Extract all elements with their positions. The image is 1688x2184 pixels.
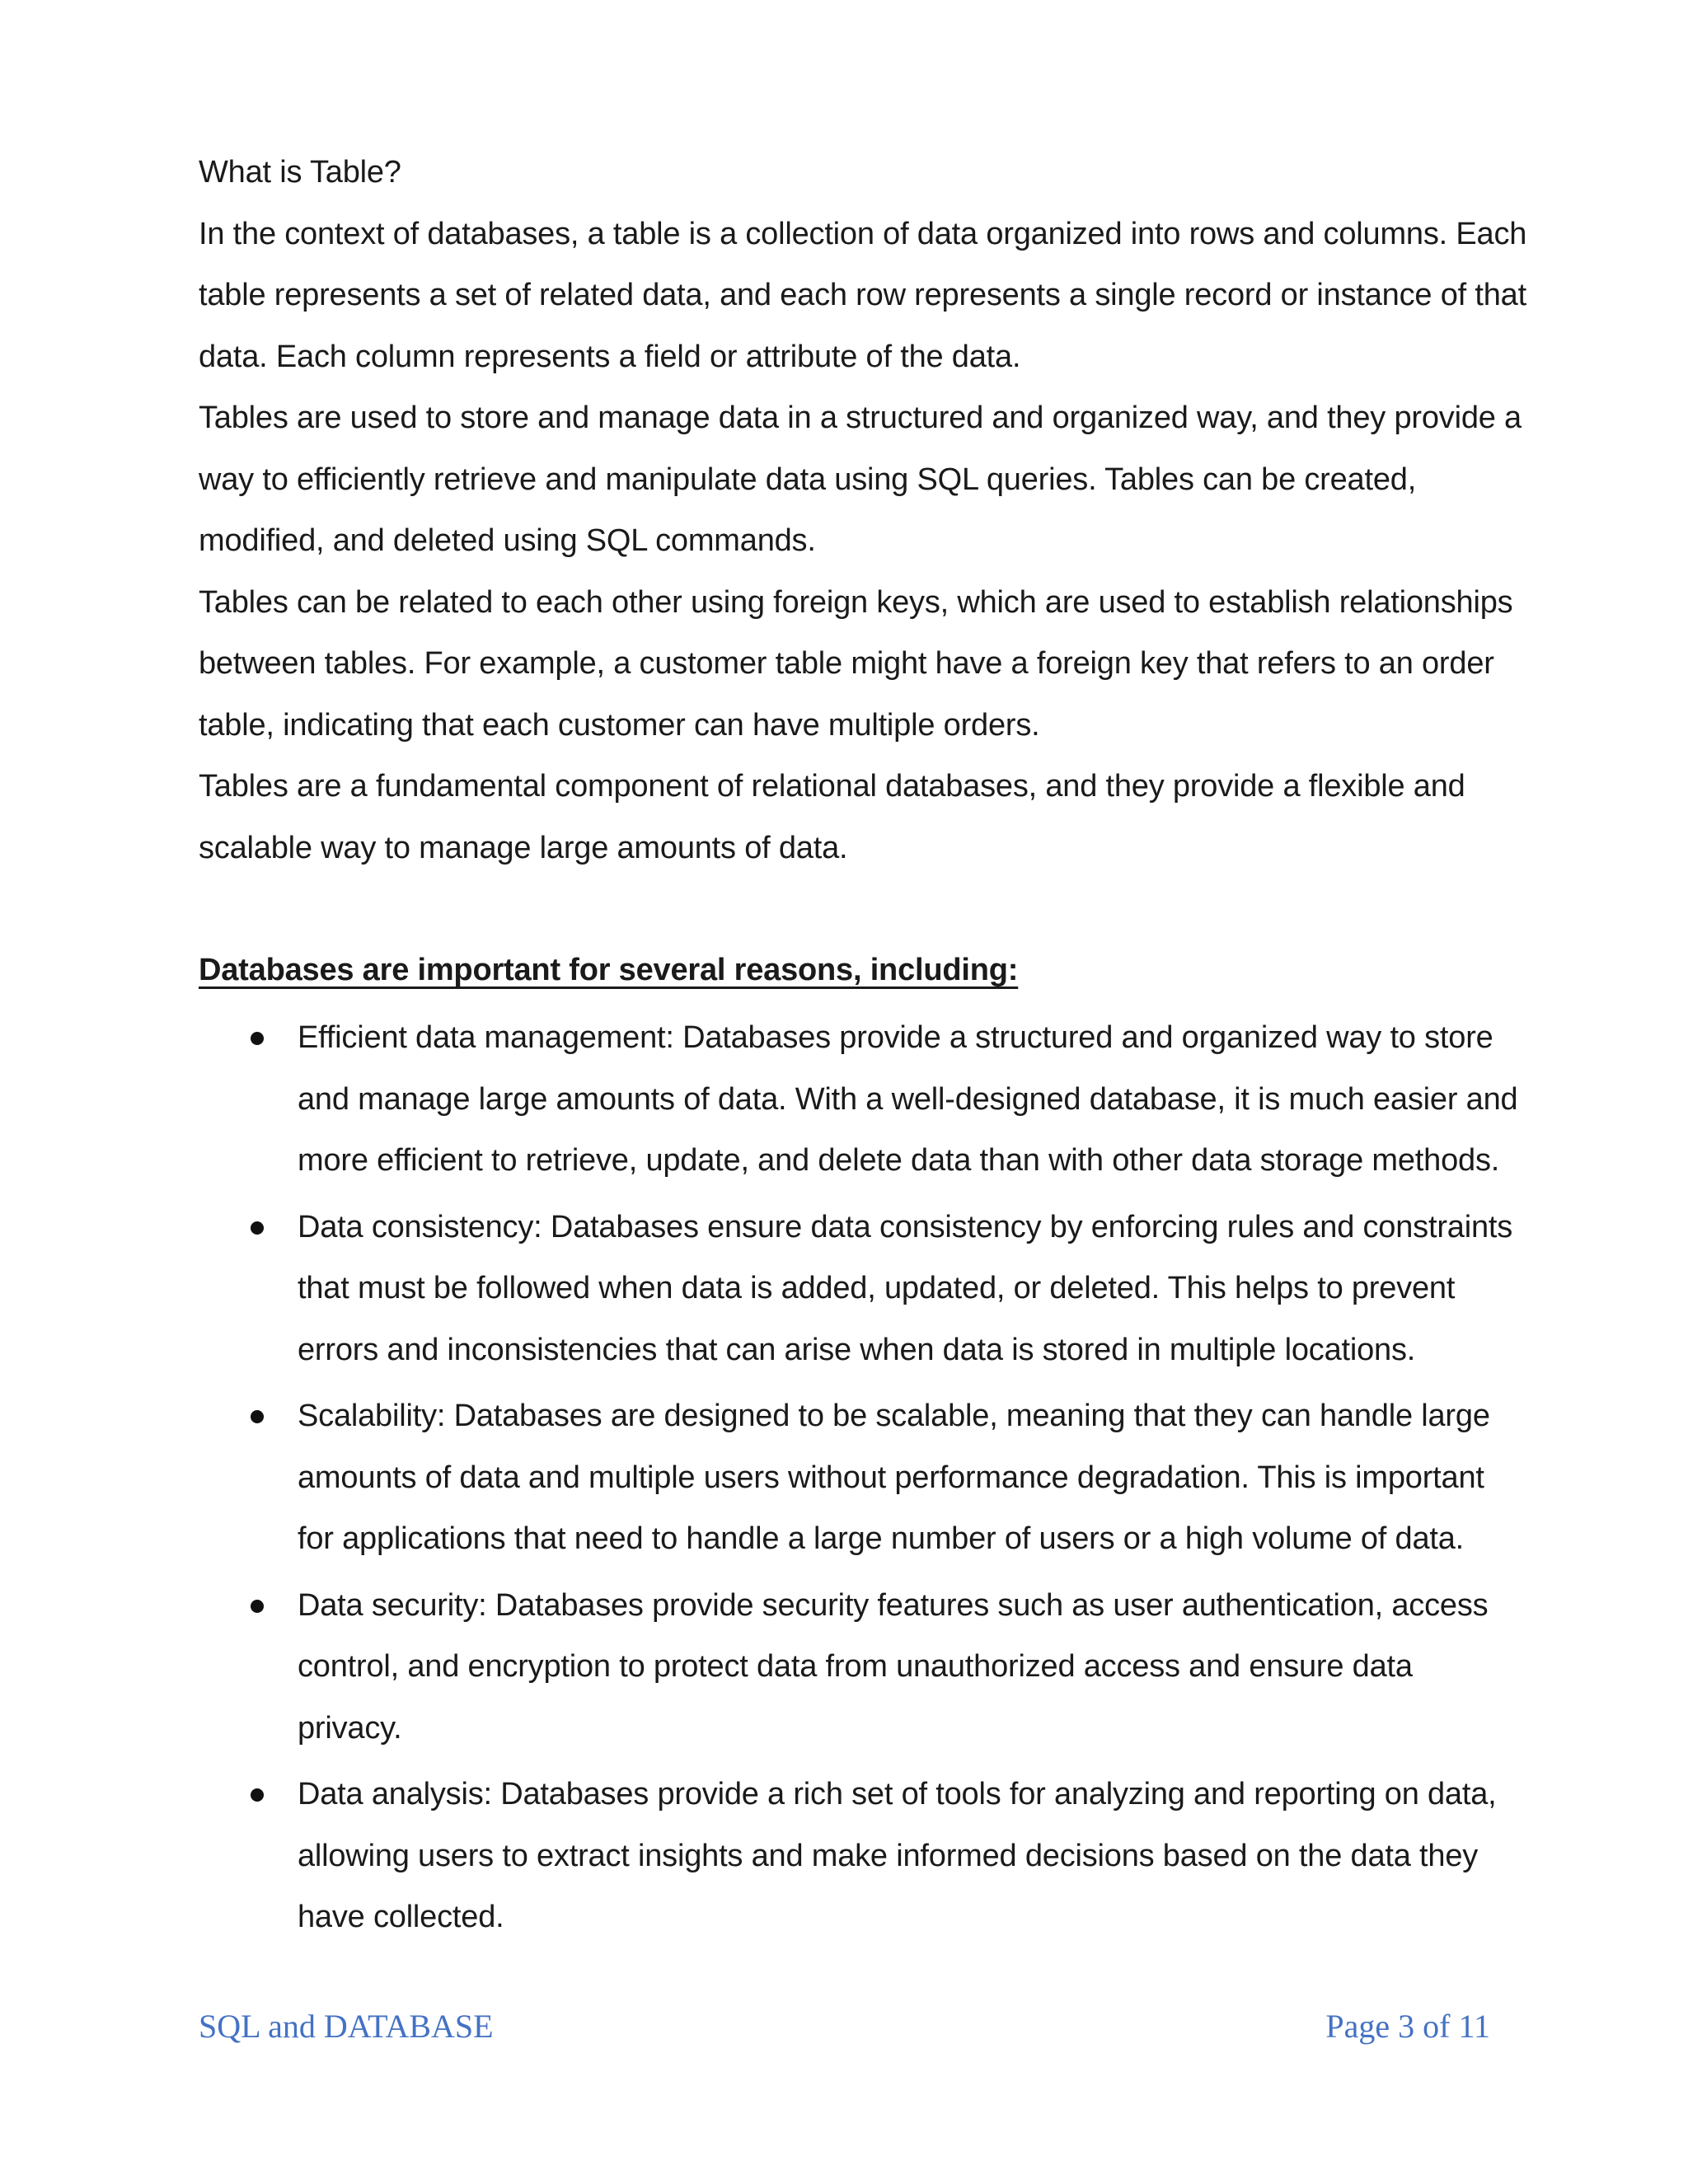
paragraph-gap xyxy=(199,879,1493,940)
bullet-icon xyxy=(251,1410,264,1423)
list-item-line: allowing users to extract insights and make informed decisions based on the data they xyxy=(298,1838,1479,1873)
bullet-icon xyxy=(251,1032,264,1045)
list-item-line: more efficient to retrieve, update, and delete data than with other data storage methods. xyxy=(298,1143,1500,1178)
list-item-line: have collected. xyxy=(298,1900,504,1934)
paragraph-line: In the context of databases, a table is a collection of data organized into rows and columns. Each xyxy=(199,216,1527,251)
list-item-line: amounts of data and multiple users without performance degradation. This is important xyxy=(298,1460,1484,1495)
paragraph-line: Tables are a fundamental component of relational databases, and they provide a flexible and xyxy=(199,769,1465,804)
section-title: What is Table? xyxy=(199,155,401,190)
paragraph-line: Tables can be related to each other using foreign keys, which are used to establish relationships xyxy=(199,584,1513,620)
paragraph-line: modified, and deleted using SQL commands. xyxy=(199,523,816,558)
bullet-icon xyxy=(251,1221,264,1235)
reasons-list xyxy=(199,1007,1518,1948)
list-item-line: that must be followed when data is added, updated, or deleted. This helps to prevent xyxy=(298,1271,1456,1305)
list-item-line: Data consistency: Databases ensure data consistency by enforcing rules and constraints xyxy=(298,1209,1513,1244)
paragraph-line: between tables. For example, a customer table might have a foreign key that refers to an order xyxy=(199,646,1494,681)
list-item-line: privacy. xyxy=(298,1710,402,1746)
list-item-line: for applications that need to handle a large number of users or a high volume of data. xyxy=(298,1521,1465,1556)
list-item-line: Efficient data management: Databases provide a structured and organized way to store xyxy=(298,1020,1493,1055)
list-item xyxy=(199,1197,1513,1381)
table-description xyxy=(199,204,1527,879)
section-heading: Databases are important for several reasons, including: xyxy=(199,953,1019,987)
footer-page-number: Page 3 of 11 xyxy=(1325,2008,1490,2045)
list-item-line: Scalability: Databases are designed to be scalable, meaning that they can handle large xyxy=(298,1399,1490,1433)
footer-document-title: SQL and DATABASE xyxy=(199,2008,494,2045)
paragraph-line: scalable way to manage large amounts of data. xyxy=(199,830,848,865)
list-item-line: Data security: Databases provide security features such as user authentication, access xyxy=(298,1587,1489,1623)
paragraph-line: data. Each column represents a field or attribute of the data. xyxy=(199,339,1021,374)
list-item xyxy=(199,1385,1493,1570)
paragraph-line: table represents a set of related data, and each row represents a single record or instance of that xyxy=(199,278,1526,312)
list-item xyxy=(199,1575,1493,1760)
list-item xyxy=(199,1764,1497,1948)
bullet-icon xyxy=(251,1788,264,1802)
paragraph-line: way to efficiently retrieve and manipulate data using SQL queries. Tables can be created, xyxy=(199,462,1417,497)
page-body xyxy=(199,142,1527,1953)
bullet-icon xyxy=(251,1600,264,1613)
paragraph-line: table, indicating that each customer can have multiple orders. xyxy=(199,707,1040,743)
list-item-line: and manage large amounts of data. With a well-designed database, it is much easier and xyxy=(298,1081,1518,1117)
list-item xyxy=(199,1007,1518,1192)
paragraph-line: Tables are used to store and manage data in a structured and organized way, and they provide a xyxy=(199,401,1522,435)
list-item-line: Data analysis: Databases provide a rich set of tools for analyzing and reporting on data, xyxy=(298,1777,1497,1811)
list-item-line: errors and inconsistencies that can arise when data is stored in multiple locations. xyxy=(298,1332,1416,1367)
list-item-line: control, and encryption to protect data from unauthorized access and ensure data xyxy=(298,1649,1413,1684)
